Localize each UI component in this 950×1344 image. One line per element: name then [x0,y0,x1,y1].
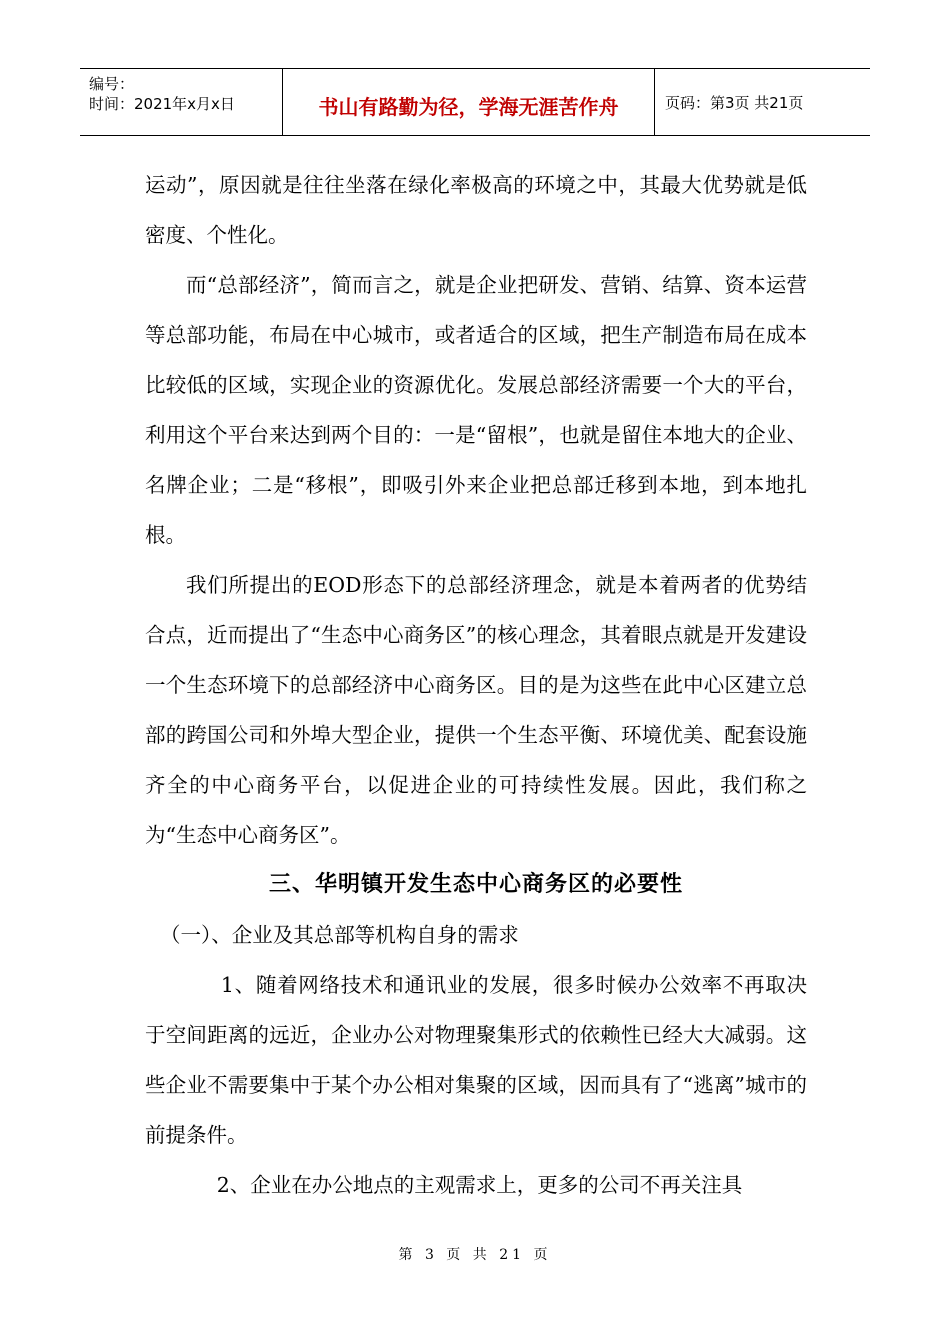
document-body [145,160,807,1210]
paragraph-3: 我们所提出的EOD形态下的总部经济理念，就是本着两者的优势结合点，近而提出了“生态中心商务区”的核心理念，其着眼点就是开发建设一个生态环境下的总部经济中心商务区。目的是为这些在此中心区建立总部的跨国公司和外埠大型企业，提供一个生态平衡、环境优美、配套设施齐全的中心商务平台，以促进企业的可持续性发展。因此，我们称之为“生态中心商务区”。 [145,573,807,847]
document-number-label: 编号： [89,75,135,93]
page-footer: 第 3 页 共 21 页 [398,1247,552,1263]
section-heading: 三、华明镇开发生态中心商务区的必要性 [268,872,683,897]
paragraph-4: 1、随着网络技术和通讯业的发展，很多时候办公效率不再取决于空间距离的远近，企业办公对物理聚集形式的依赖性已经大大减弱。这些企业不需要集中于某个办公相对集聚的区域，因而具有了“逃离”城市的前提条件。 [145,973,807,1147]
paragraph-1: 运动”，原因就是往往坐落在绿化率极高的环境之中，其最大优势就是低密度、个性化。 [145,173,807,247]
header-page-info: 页码：第3页 共21页 [665,93,804,112]
header-meta-cell [80,69,283,135]
paragraph-2: 而“总部经济”，简而言之，就是企业把研发、营销、结算、资本运营等总部功能，布局在中心城市，或者适合的区域，把生产制造布局在成本比较低的区域，实现企业的资源优化。发展总部经济需要一个大的平台，利用这个平台来达到两个目的：一是“留根”，也就是留住本地大的企业、名牌企业；二是“移根”，即吸引外来企业把总部迁移到本地，到本地扎根。 [145,273,807,547]
document-time-label: 时间：2021年x月x日 [89,95,235,113]
header-motto: 书山有路勤为径，学海无涯苦作舟 [283,69,655,135]
subsection-heading: （一）、企业及其总部等机构自身的需求 [160,923,519,947]
paragraph-5: 2、企业在办公地点的主观需求上，更多的公司不再关注具 [216,1173,743,1197]
header-table [80,68,870,136]
